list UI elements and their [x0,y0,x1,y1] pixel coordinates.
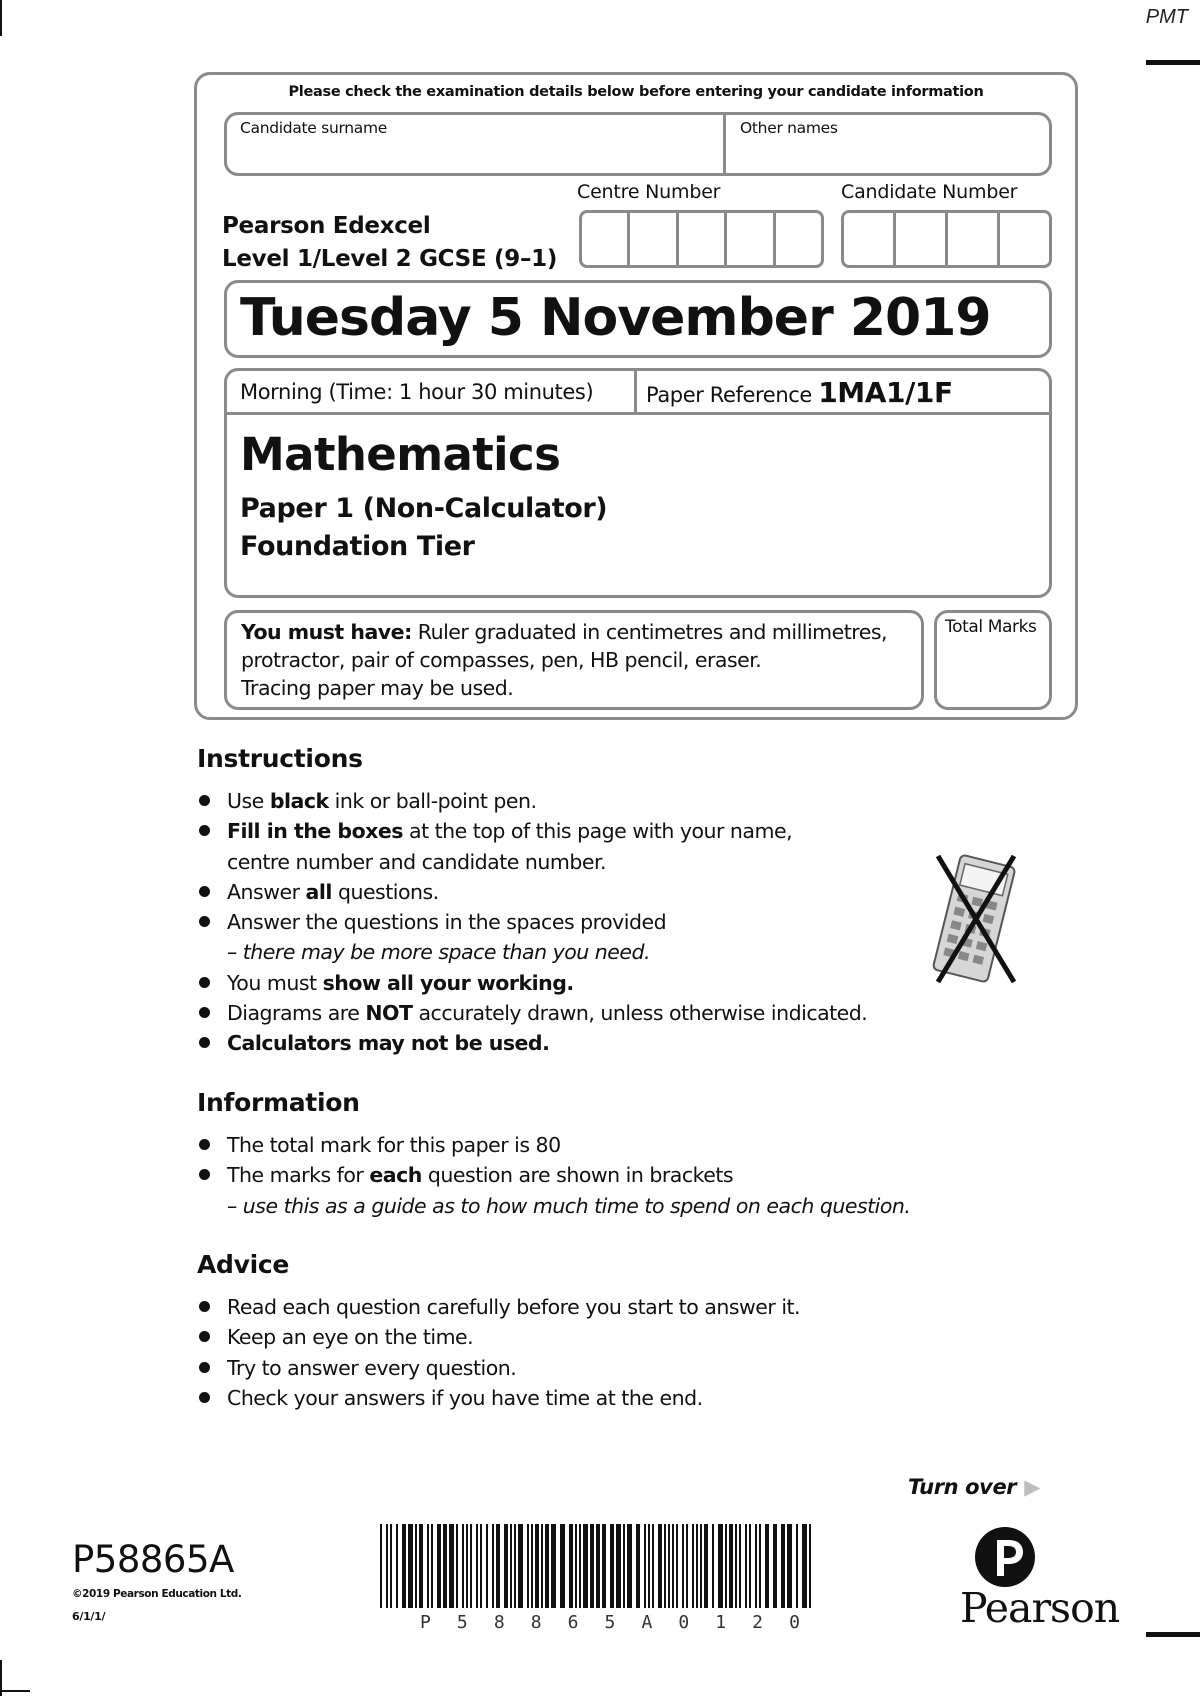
barcode-digits [420,1612,800,1633]
barcode-bar [531,1524,533,1608]
bullet-text: Diagrams are [227,1001,366,1026]
barcode-bar [380,1524,382,1608]
information-heading: Information [197,1088,360,1117]
bullet-continuation: – there may be more space than you need. [227,940,651,965]
bullet-text: Answer [227,879,306,904]
total-marks-label: Total Marks [945,617,1037,637]
bullet-item [197,1292,800,1322]
turn-over-link[interactable] [908,1475,1040,1499]
barcode-bar [739,1524,741,1608]
barcode-bar [602,1524,606,1608]
barcode-bar [514,1524,516,1608]
session-time: Morning (Time: 1 hour 30 minutes) [240,380,594,404]
crop-mark [0,0,2,36]
bullet-text: questions. [331,879,439,904]
board-name: Pearson Edexcel [222,213,431,239]
barcode-bar [462,1524,464,1608]
barcode-bar [692,1524,694,1608]
barcode-bar [496,1524,500,1608]
information-list [197,1130,910,1221]
qualification: Level 1/Level 2 GCSE (9–1) [222,246,558,272]
barcode-bar [700,1524,702,1608]
barcode-bar [623,1524,625,1608]
bullet-text: Keep an eye on the time. [227,1325,474,1350]
barcode-bar [596,1524,600,1608]
instructions-heading: Instructions [197,744,363,773]
barcode-bar [390,1524,392,1608]
barcode-bar [527,1524,529,1608]
bullet-item [197,998,867,1028]
advice-list [197,1292,800,1413]
candidate-surname-label: Candidate surname [240,119,388,137]
bullet-item [197,968,867,998]
barcode-bar [386,1524,388,1608]
barcode-bar [802,1524,807,1608]
barcode-bar [449,1524,454,1608]
bullet-continuation: – use this as a guide as to how much time to spend on each question. [227,1193,911,1218]
barcode-bar [682,1524,684,1608]
copyright: ©2019 Pearson Education Ltd. [72,1588,242,1600]
turn-over-label: Turn over [907,1475,1017,1499]
paper-reference [646,376,953,409]
candidate-number-label: Candidate Number [841,181,1018,203]
centre-number-label: Centre Number [577,181,721,203]
candidate-number-boxes[interactable] [841,210,1052,268]
bullet-item [197,877,867,907]
paper-details [240,490,607,566]
bullet-text: Fill in the boxes [227,819,403,844]
barcode-bar [773,1524,777,1608]
barcode-bar [755,1524,757,1608]
barcode-bar [696,1524,698,1608]
barcode-bar [551,1524,556,1608]
barcode-bar [735,1524,737,1608]
barcode-bar [644,1524,646,1608]
bullet-item [197,1383,800,1413]
barcode-bar [749,1524,751,1608]
barcode-bar [787,1524,792,1608]
bullet-text: Use [227,789,270,813]
barcode-digit: 6 [567,1612,579,1633]
bullet-text: ink or ball-point pen. [328,789,537,813]
barcode-bar [718,1524,723,1608]
barcode-bar [652,1524,654,1608]
bullet-text: Calculators may not be used. [227,1031,550,1056]
bullet-item [197,816,867,877]
paper-reference-label: Paper Reference [646,383,812,407]
barcode-bar [466,1524,468,1608]
barcode-bar [492,1524,494,1608]
barcode-bar [456,1524,458,1608]
barcode-bar [648,1524,650,1608]
crop-mark [1146,60,1200,65]
tier-name: Foundation Tier [240,531,475,562]
barcode-bar [668,1524,670,1608]
pearson-logo-icon [970,1526,1040,1588]
bullet-text: show all your working. [322,970,574,995]
digit-cell[interactable] [1000,213,1049,265]
bullet-item [197,1028,867,1058]
bullet-text: The marks for [227,1163,370,1188]
barcode-bar [676,1524,678,1608]
barcode-bar [545,1524,549,1608]
barcode-digit: 8 [493,1612,505,1633]
barcode-bar [408,1524,413,1608]
check-details-line: Please check the examination details below before entering your candidate information [288,84,984,100]
barcode [380,1524,820,1608]
barcode-digit: 8 [530,1612,542,1633]
bullet-item [197,1353,800,1383]
bullet-text: all [305,879,332,904]
barcode-bar [712,1524,714,1608]
bullet-text: Read each question carefully before you start to answer it. [227,1295,801,1319]
barcode-bar [396,1524,398,1608]
barcode-bar [541,1524,543,1608]
barcode-bar [729,1524,733,1608]
barcode-digit: 0 [678,1612,690,1633]
barcode-digit: 1 [715,1612,727,1633]
barcode-digit: 5 [456,1612,468,1633]
barcode-digit: P [420,1612,431,1633]
barcode-bar [443,1524,447,1608]
barcode-bar [636,1524,640,1608]
name-divider [723,113,726,175]
bullet-text: accurately drawn, unless otherwise indicated. [412,1001,868,1026]
bullet-text: NOT [365,1001,413,1026]
barcode-bar [470,1524,472,1608]
digit-cell[interactable] [679,213,727,265]
barcode-digit: 5 [604,1612,616,1633]
barcode-bar [627,1524,632,1608]
tracing-paper-note: Tracing paper may be used. [241,676,514,700]
version-code: 6/1/1/ [72,1610,106,1623]
barcode-digit: A [641,1612,653,1633]
exam-board [222,210,557,276]
barcode-bar [486,1524,488,1608]
digit-cell[interactable] [582,213,630,265]
bullet-text: question are shown in brackets [421,1163,734,1188]
other-names-label: Other names [740,119,838,137]
barcode-bar [745,1524,747,1608]
must-have-text: Ruler graduated in centimetres and millimetres, protractor, pair of compasses, pen, HB pencil, eraser. [241,620,888,672]
bullet-continuation: centre number and candidate number. [227,849,607,874]
barcode-bar [579,1524,581,1608]
barcode-bar [664,1524,666,1608]
bullet-text: black [269,789,329,813]
barcode-bar [476,1524,478,1608]
barcode-bar [759,1524,761,1608]
digit-cell[interactable] [727,213,775,265]
paper-code: P58865A [72,1538,234,1581]
subject-divider [226,412,1050,415]
exam-date: Tuesday 5 November 2019 [240,288,991,348]
crossed-calculator-icon [930,852,1022,986]
bullet-text: Try to answer every question. [227,1355,517,1380]
bullet-text: The total mark for this paper is 80 [227,1133,561,1157]
barcode-bar [569,1524,573,1608]
barcode-bar [575,1524,577,1608]
barcode-digit: 0 [789,1612,800,1633]
barcode-bar [686,1524,688,1608]
total-marks-box [934,610,1052,710]
digit-cell[interactable] [776,213,821,265]
bullet-text: each [369,1163,422,1188]
digit-cell[interactable] [896,213,948,265]
digit-cell[interactable] [630,213,678,265]
bullet-text: Answer the questions in the spaces provided [227,910,667,935]
bullet-item [197,1160,910,1221]
paper-name: Paper 1 (Non-Calculator) [240,493,608,524]
barcode-bar [480,1524,482,1608]
publisher-name: Pearson [960,1584,1120,1632]
bullet-item [197,1322,800,1352]
barcode-bar [427,1524,429,1608]
crop-mark [0,1690,30,1692]
session-divider [634,370,637,413]
digit-cell[interactable] [948,213,1000,265]
subject-title: Mathematics [240,428,561,481]
barcode-bar [809,1524,811,1608]
instructions-list [197,786,867,1059]
barcode-bar [590,1524,594,1608]
advice-heading: Advice [197,1250,290,1279]
barcode-bar [658,1524,662,1608]
must-have-box [224,610,924,710]
bullet-item [197,907,867,968]
barcode-bar [518,1524,523,1608]
barcode-bar [616,1524,621,1608]
barcode-bar [437,1524,441,1608]
barcode-bar [765,1524,769,1608]
must-have-label: You must have: [241,620,412,644]
barcode-bar [796,1524,798,1608]
barcode-bar [402,1524,406,1608]
digit-cell[interactable] [844,213,896,265]
barcode-bar [415,1524,417,1608]
corner-mark: PMT [1145,6,1188,28]
bullet-text: at the top of this page with your name, [403,819,793,844]
barcode-bar [583,1524,588,1608]
crop-mark [1146,1632,1200,1637]
barcode-bar [431,1524,433,1608]
barcode-bar [419,1524,423,1608]
barcode-bar [535,1524,539,1608]
barcode-bar [560,1524,565,1608]
barcode-bar [504,1524,508,1608]
paper-reference-code: 1MA1/1F [818,376,953,409]
bullet-text: You must [227,970,323,995]
barcode-bar [510,1524,512,1608]
barcode-bar [725,1524,727,1608]
centre-number-boxes[interactable] [579,210,824,268]
triangle-right-icon: ▶ [1024,1475,1040,1499]
bullet-text: Check your answers if you have time at the end. [227,1385,703,1410]
barcode-bar [704,1524,708,1608]
barcode-bar [610,1524,614,1608]
bullet-item [197,1130,910,1160]
bullet-item [197,786,867,816]
barcode-bar [781,1524,785,1608]
barcode-digit: 2 [752,1612,763,1633]
barcode-bar [672,1524,674,1608]
